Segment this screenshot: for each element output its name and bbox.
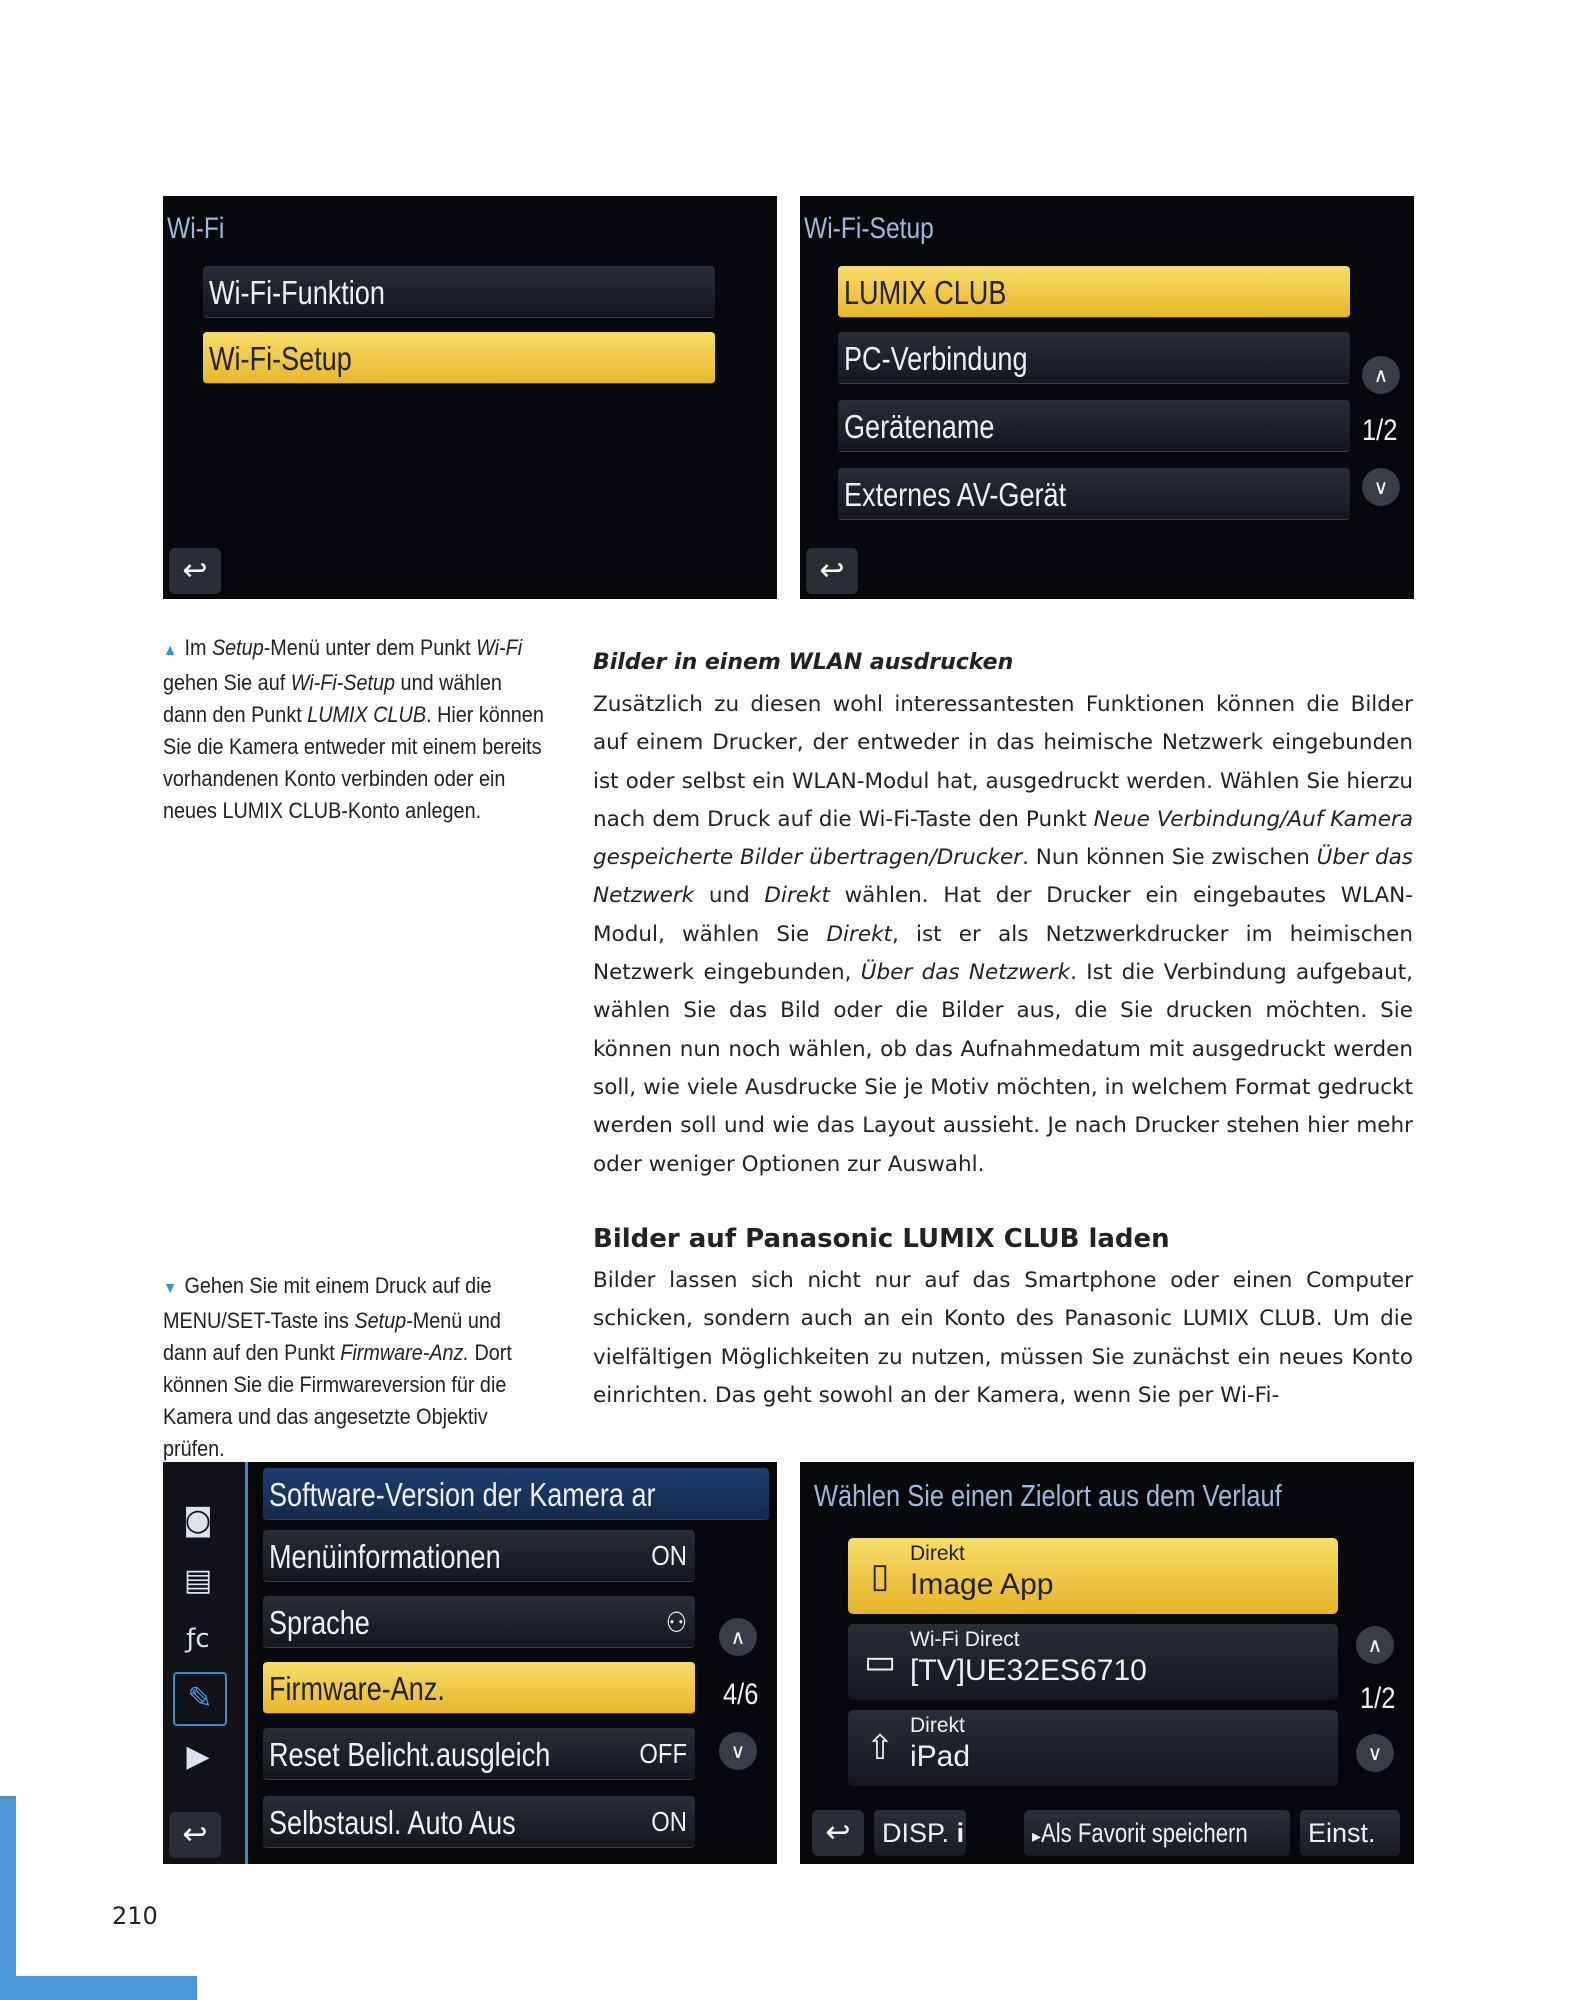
back-arrow-icon: ↩	[825, 1815, 851, 1850]
tv-icon: ▭	[863, 1643, 897, 1681]
menu-item-lumix-club[interactable]	[838, 266, 1350, 318]
camera-icon[interactable]: ◙	[183, 1503, 213, 1538]
section-heading-lumix-club: Bilder auf Panasonic LUMIX CLUB laden	[593, 1224, 1170, 1254]
chevron-down-icon: ∨	[1367, 1741, 1383, 1765]
menu-item-selbstausl-auto-aus[interactable]: Selbstausl. Auto Aus ON	[263, 1796, 695, 1848]
section-heading-wlan-drucken: Bilder in einem WLAN ausdrucken	[593, 650, 1014, 675]
screen-title: Wi-Fi-Setup	[804, 212, 934, 245]
page-indicator: 1/2	[1362, 414, 1398, 447]
menu-item-wifi-funktion[interactable]	[203, 266, 715, 318]
caption-wifi-setup: ▲ Im Setup-Menü unter dem Punkt Wi-Fi gehen Sie auf Wi-Fi-Setup und wählen dann den Punkt LUMIX CLUB. Hier können Sie die Kamera entweder mit einem bereits vorhandenen Konto verbinden oder ein neues LUMIX CLUB-Konto anlegen.	[163, 635, 544, 823]
back-button[interactable]	[806, 548, 858, 594]
destination-image-app[interactable]: ▯ Direkt Image App	[848, 1538, 1338, 1614]
menu-item-sprache[interactable]: Sprache ⚇	[263, 1596, 695, 1648]
menu-item-wifi-setup[interactable]	[203, 332, 715, 384]
wifi-setup-screenshot	[800, 196, 1414, 599]
menu-item-menueinformationen[interactable]: Menüinformationen ON	[263, 1530, 695, 1582]
chevron-down-icon: ∨	[730, 1739, 746, 1763]
destination-tv[interactable]: ▭ Wi-Fi Direct [TV]UE32ES6710	[848, 1624, 1338, 1700]
page-indicator: 1/2	[1360, 1682, 1396, 1715]
scroll-down-button[interactable]	[719, 1732, 757, 1770]
chevron-up-icon: ∧	[730, 1625, 746, 1649]
smartphone-wifi-icon: ▯	[870, 1557, 890, 1595]
back-arrow-icon: ↩	[819, 553, 845, 588]
menu-item-label: Externes AV-Gerät	[844, 476, 1067, 513]
custom-icon[interactable]: ƒc	[186, 1624, 210, 1654]
language-icon: ⚇	[665, 1607, 687, 1638]
menu-item-label: Gerätename	[844, 408, 995, 445]
section-body-wlan-drucken: Zusätzlich zu diesen wohl interessantesten Funktionen können die Bilder auf einem Drucker, der entweder in das heimische Netzwerk eingebunden ist oder selbst ein WLAN-Modul hat, ausgedruckt werden. Wählen Sie hierzu nach dem Druck auf die Wi-Fi-Taste den Punkt Neue Verbindung/Auf Kamera gespeicherte Bilder übertragen/Drucker. Nun können Sie zwischen Über das Netzwerk und Direkt wählen. Hat der Drucker ein eingebautes WLAN-Modul, wählen Sie Direkt, ist er als Netzwerkdrucker im heimischen Netzwerk eingebunden, Über das Netzwerk. Ist die Verbindung aufgebaut, wählen Sie das Bild oder die Bilder aus, die Sie drucken möchten. Sie können nun noch wählen, ob das Aufnahmedatum mit ausgedruckt werden soll, wie viele Ausdrucke Sie je Motiv möchten, in welchem Format gedruckt werden soll und wie das Layout aussieht. Je nach Drucker stehen hier mehr oder weniger Optionen zur Auswahl.	[593, 692, 1413, 1177]
menu-item-label: LUMIX CLUB	[844, 274, 1007, 311]
screen-title: Wählen Sie einen Zielort aus dem Verlauf	[814, 1478, 1282, 1513]
chevron-down-icon: ∨	[1373, 475, 1389, 499]
menu-item-geraetename[interactable]	[838, 400, 1350, 452]
upload-device-icon: ⇧	[865, 1729, 895, 1767]
triangle-down-icon: ▼	[163, 1280, 178, 1297]
menu-item-software-version[interactable]: Software-Version der Kamera ar	[263, 1468, 769, 1520]
back-arrow-icon: ↩	[182, 1817, 208, 1852]
save-favorite-button[interactable]: ▸Als Favorit speichern	[1024, 1810, 1290, 1856]
chevron-up-icon: ∧	[1373, 363, 1389, 387]
back-arrow-icon: ↩	[182, 553, 208, 588]
back-button[interactable]	[169, 548, 221, 594]
chevron-up-icon: ∧	[1367, 1633, 1383, 1657]
screen-title: Wi-Fi	[167, 212, 225, 245]
setup-menu-screenshot	[163, 1462, 777, 1864]
page-indicator: 4/6	[723, 1678, 759, 1711]
page-corner-bar-bottom	[0, 1976, 197, 2000]
menu-item-label: Wi-Fi-Funktion	[209, 274, 385, 311]
menu-item-label: PC-Verbindung	[844, 340, 1028, 377]
menu-item-firmware-anz[interactable]: Firmware-Anz.	[263, 1662, 695, 1714]
menu-item-externes-av-geraet[interactable]	[838, 468, 1350, 520]
destination-ipad[interactable]: ⇧ Direkt iPad	[848, 1710, 1338, 1786]
info-icon: i	[956, 1818, 965, 1848]
disp-info-button[interactable]: DISP. i	[874, 1810, 966, 1856]
back-button[interactable]	[812, 1810, 864, 1856]
scroll-up-button[interactable]	[1362, 356, 1400, 394]
settings-button[interactable]: Einst.	[1300, 1810, 1400, 1856]
page-corner-bar	[0, 1796, 16, 2000]
menu-item-reset-belichtausgleich[interactable]: Reset Belicht.ausgleich OFF	[263, 1728, 695, 1780]
destination-history-screenshot	[800, 1462, 1414, 1864]
scroll-down-button[interactable]	[1356, 1734, 1394, 1772]
scroll-up-button[interactable]	[1356, 1626, 1394, 1664]
scroll-down-button[interactable]	[1362, 468, 1400, 506]
caption-firmware: ▼ Gehen Sie mit einem Druck auf die MENU/SET-Taste ins Setup-Menü und dann auf den Punkt Firmware-Anz. Dort können Sie die Firmwareversion für die Kamera und das angesetzte Objektiv prüfen.	[163, 1273, 512, 1461]
menu-item-pc-verbindung[interactable]	[838, 332, 1350, 384]
scroll-up-button[interactable]	[719, 1618, 757, 1656]
menu-item-label: Wi-Fi-Setup	[209, 340, 352, 377]
playback-icon[interactable]: ▶	[186, 1739, 210, 1774]
video-icon[interactable]: ▤	[183, 1563, 213, 1598]
wifi-menu-screenshot	[163, 196, 777, 599]
wrench-icon[interactable]: ✎	[173, 1672, 227, 1726]
page-number: 210	[112, 1902, 158, 1930]
triangle-right-icon: ▸	[1032, 1826, 1042, 1846]
side-tab-divider	[245, 1462, 248, 1864]
back-button[interactable]	[169, 1812, 221, 1858]
section-body-lumix-club: Bilder lassen sich nicht nur auf das Smartphone oder einen Computer schicken, sondern auch an ein Konto des Panasonic LUMIX CLUB. Um die vielfältigen Möglichkeiten zu nutzen, müssen Sie zunächst ein neues Konto einrichten. Das geht sowohl an der Kamera, wenn Sie per Wi-Fi-	[593, 1268, 1413, 1408]
triangle-up-icon: ▲	[163, 642, 178, 659]
